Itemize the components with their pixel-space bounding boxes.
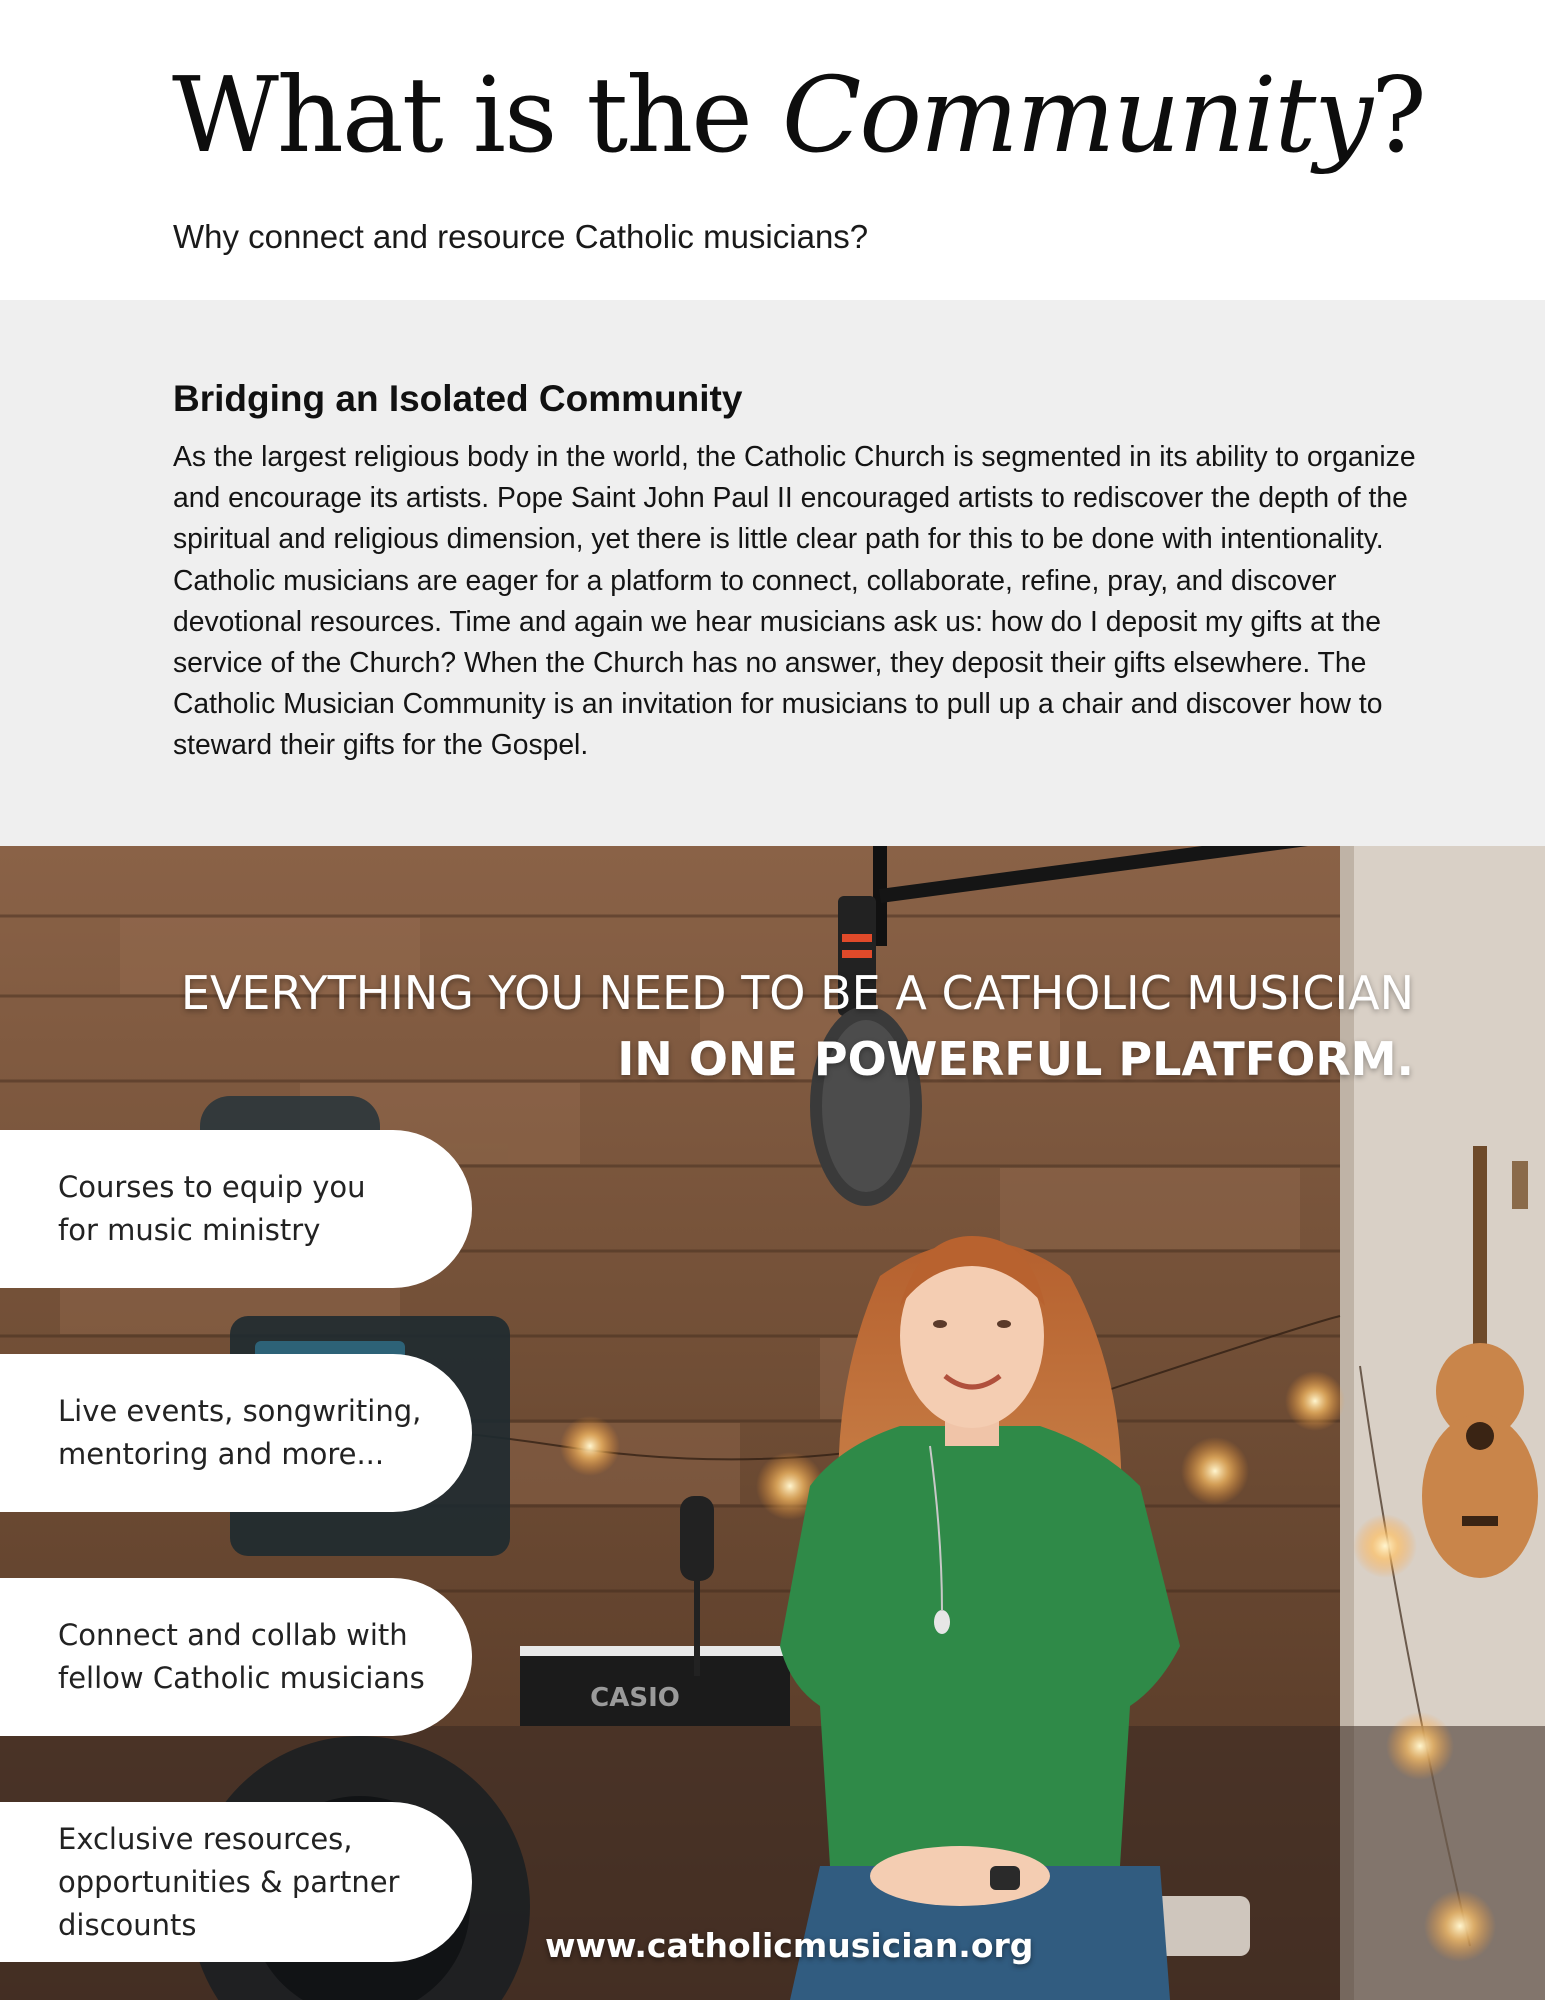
hero-photo [0,846,1545,2000]
section-body: As the largest religious body in the world, the Catholic Church is segmented in its ability to organize and encourage its artists. Pope Saint John Paul II encouraged artists to rediscover the depth of the spiritual and religious dimension, yet there is little clear path for this to be done with intentionality. Catholic musicians are eager for a platform to connect, collaborate, refine, pray, and discover devotional resources. Time and again we hear musicians ask us: how do I deposit my gifts at the service of the Church? When the Church has no answer, they deposit their gifts elsewhere. The Catholic Musician Community is an invitation for musicians to pull up a chair and discover how to steward their gifts for the Gospel. [173,440,1416,761]
section-heading: Bridging an Isolated Community [173,378,743,419]
platform-headline [181,966,1414,1086]
feature-text: Exclusive resources, opportunities & partner discounts [58,1821,400,1942]
page-title [172,54,1425,176]
feature-pill-courses [0,1130,472,1288]
feature-text: Live events, songwriting, mentoring and more... [58,1394,422,1471]
page-subtitle: Why connect and resource Catholic musicians? [173,218,869,255]
page-header [0,0,1545,300]
headline-line-2: IN ONE POWERFUL PLATFORM. [617,1032,1414,1086]
feature-text: Courses to equip you for music ministry [58,1170,366,1247]
title-prefix: What is the [172,54,782,176]
title-suffix: ? [1371,54,1425,176]
feature-pill-events [0,1354,472,1512]
website-url[interactable]: www.catholicmusician.org [545,1926,1034,1965]
title-emphasis: Community [781,54,1372,176]
feature-pill-resources [0,1802,472,1962]
feature-pill-connect [0,1578,472,1736]
headline-line-1: EVERYTHING YOU NEED TO BE A CATHOLIC MUSICIAN [180,966,1414,1020]
keyboard-brand: CASIO [590,1683,680,1713]
feature-text: Connect and collab with fellow Catholic musicians [58,1618,425,1695]
